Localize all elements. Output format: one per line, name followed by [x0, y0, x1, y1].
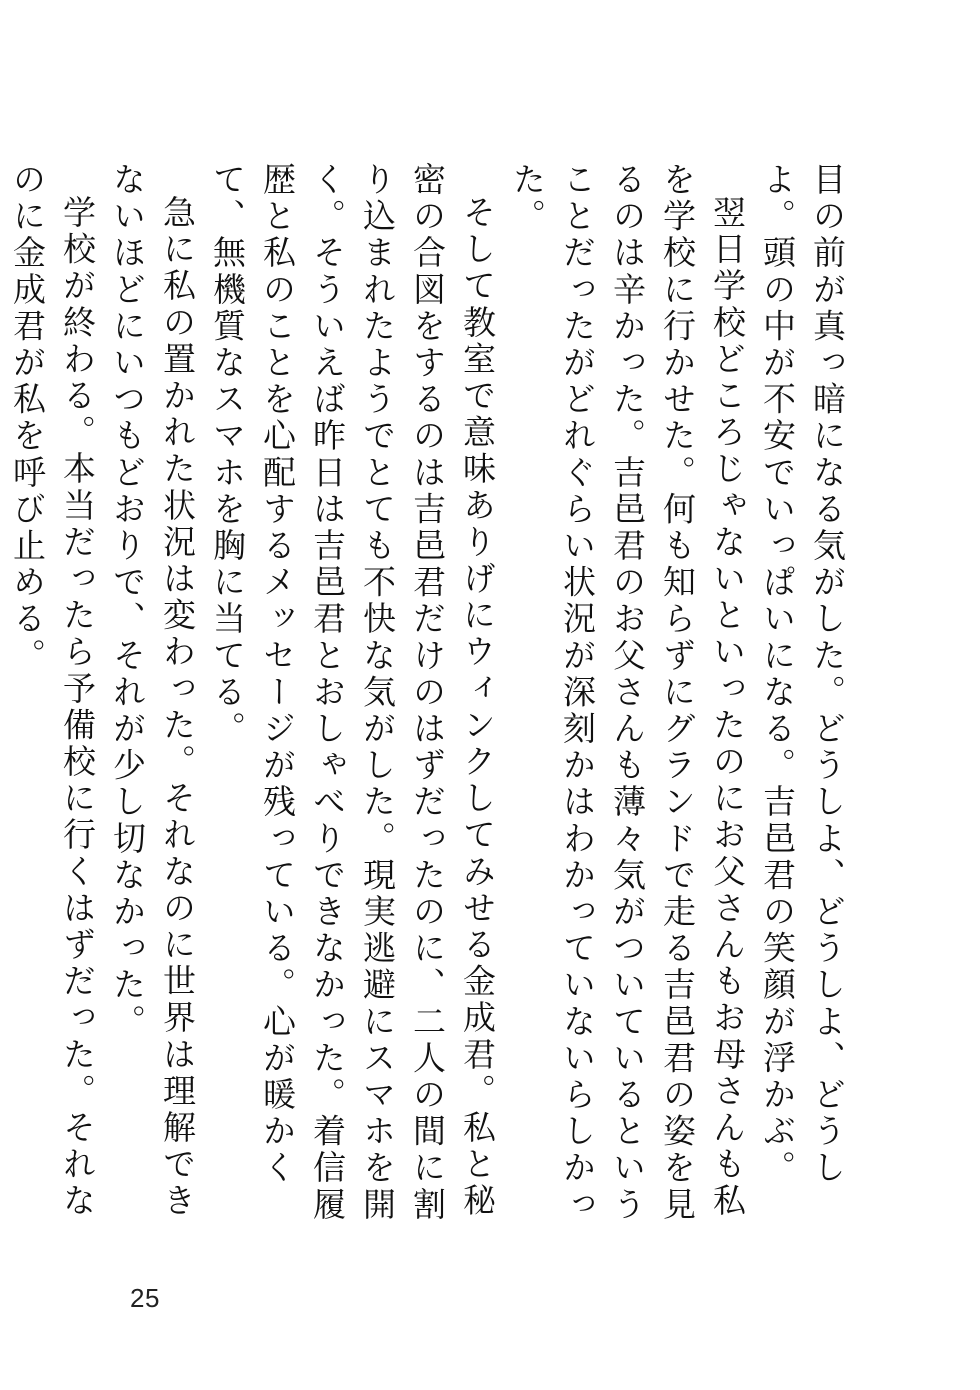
- page-number: 25: [130, 1283, 160, 1313]
- paragraph-5: 学校が終わる。本当だったら予備校に行くはずだった。それなのに金成君が私を呼び止める。: [8, 162, 97, 1220]
- paragraph-6-dialogue: [0, 162, 2, 1242]
- paragraph-2: 翌日学校どころじゃないといったのにお父さんもお母さんも私を学校に行かせた。何も知らずにグランドで走る吉邑君の姿を見るのは辛かった。吉邑君のお父さんも薄々気がついているということだったがどれぐらい状況が深刻かはわかっていないらしかった。: [508, 162, 747, 1224]
- paragraph-3: そして教室で意味ありげにウィンクしてみせる金成君。私と秘密の合図をするのは吉邑君だけのはずだったのに、二人の間に割り込まれたようでとても不快な気がした。現実逃避にスマホを開く。そういえば昨日は吉邑君とおしゃべりできなかった。着信履歴と私のことを心配するメッセージが残っている。心が暖かくて、無機質なスマホを胸に当てる。: [208, 162, 497, 1224]
- paragraph-1: 目の前が真っ暗になる気がした。どうしよ、どうしよ、どうしよ。頭の中が不安でいっぱいになる。吉邑君の笑顔が浮かぶ。: [758, 162, 847, 1187]
- vertical-text-body: [8, 162, 852, 1242]
- paragraph-4: 急に私の置かれた状況は変わった。それなのに世界は理解できないほどにいつもどおりで、それが少し切なかった。: [108, 162, 197, 1220]
